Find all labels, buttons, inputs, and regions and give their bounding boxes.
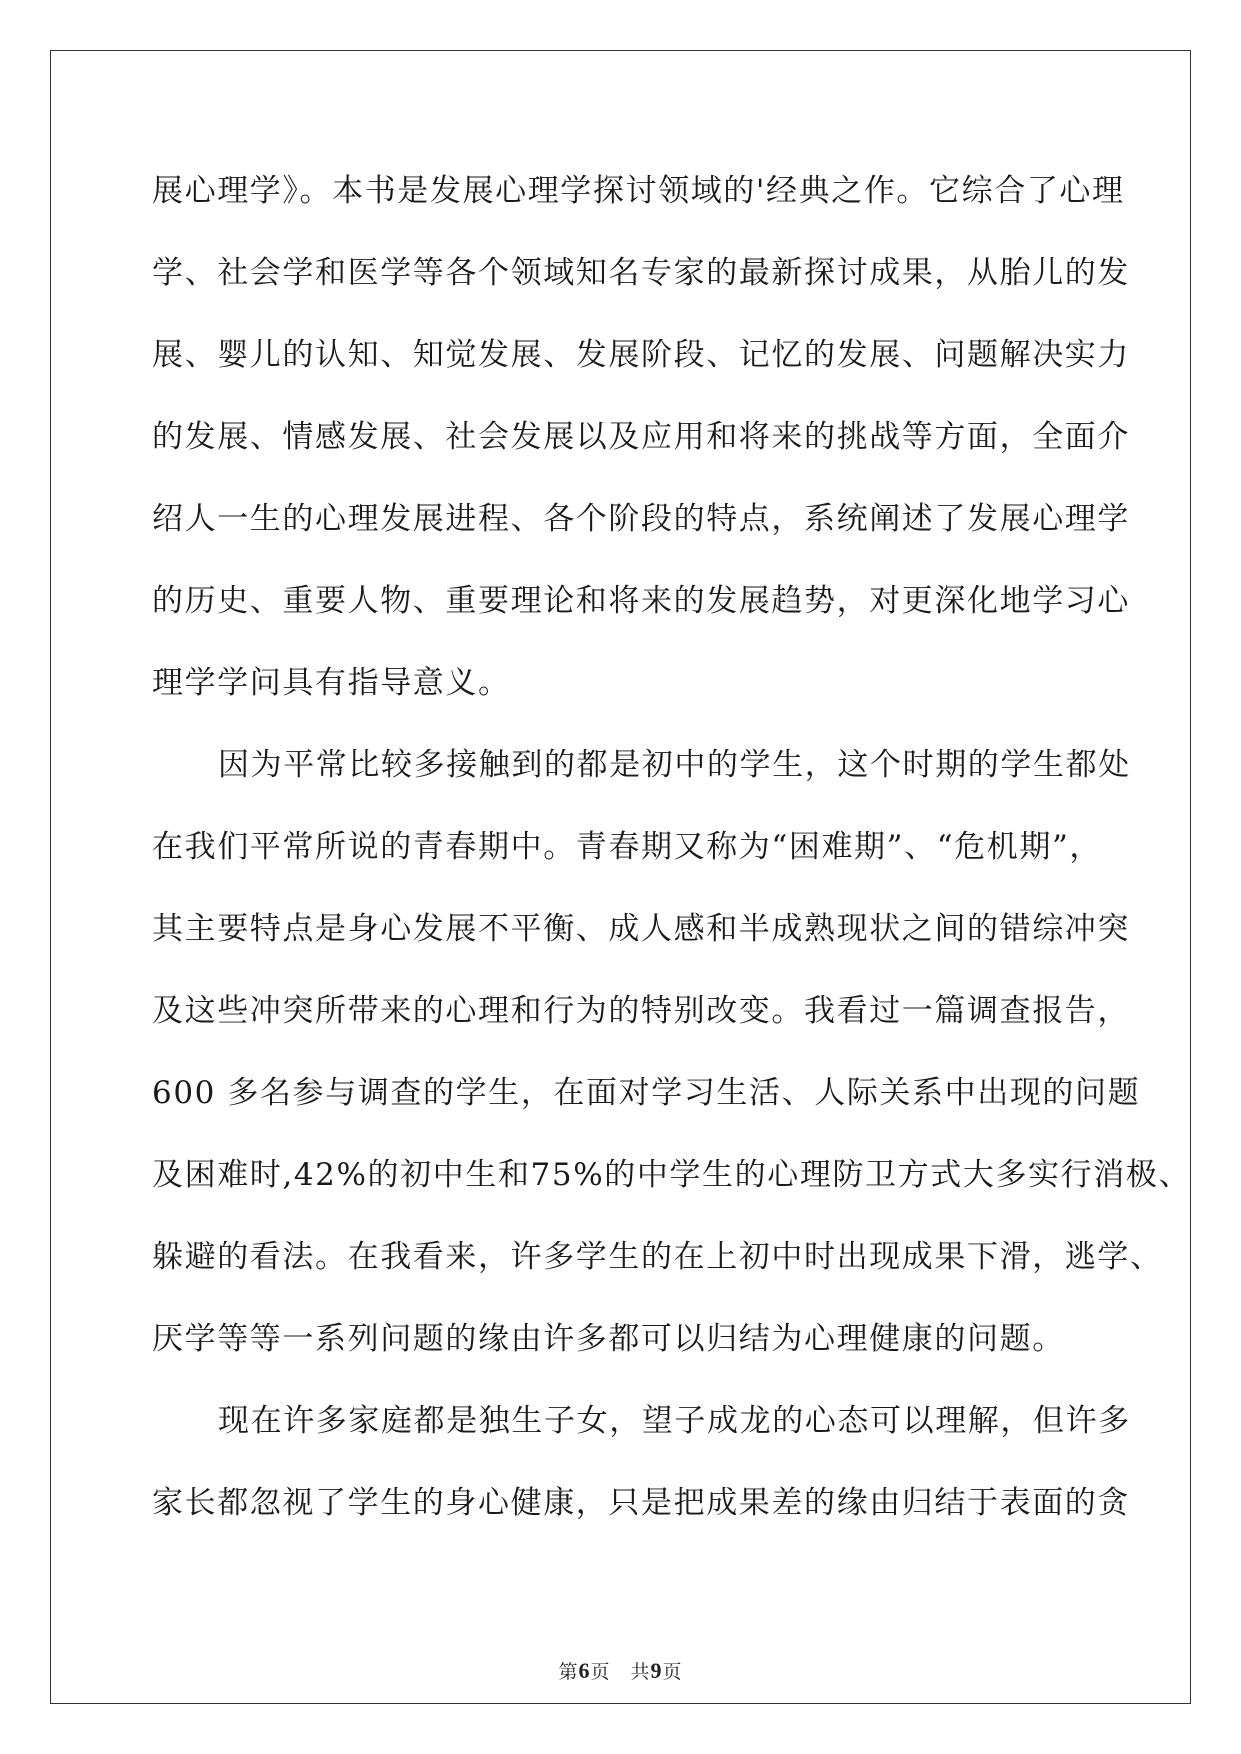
text-line: 展、婴儿的认知、知觉发展、发展阶段、记忆的发展、问题解决实力 — [152, 337, 1130, 373]
text-line: 的发展、情感发展、社会发展以及应用和将来的挑战等方面，全面介 — [152, 419, 1130, 455]
text-line: 家长都忽视了学生的身心健康，只是把成果差的缘由归结于表面的贪 — [152, 1485, 1130, 1521]
text-line: 展心理学》。本书是发展心理学探讨领域的'经典之作。它综合了心理 — [152, 173, 1125, 209]
text-line: 绍人一生的心理发展进程、各个阶段的特点，系统阐述了发展心理学 — [152, 501, 1130, 537]
text-line: 在我们平常所说的青春期中。青春期又称为“困难期”、“危机期”， — [152, 829, 1102, 865]
text-line: 其主要特点是身心发展不平衡、成人感和半成熟现状之间的错综冲突 — [152, 911, 1130, 947]
footer-total-pages: 9 — [650, 1658, 663, 1683]
text-line: 理学学问具有指导意义。 — [152, 665, 511, 701]
text-line: 及困难时,42%的初中生和75%的中学生的心理防卫方式大多实行消极、 — [152, 1157, 1192, 1193]
text-line: 及这些冲突所带来的心理和行为的特别改变。我看过一篇调查报告， — [152, 993, 1130, 1029]
text-line: 学、社会学和医学等各个领域知名专家的最新探讨成果，从胎儿的发 — [152, 255, 1130, 291]
footer-middle: 页 共 — [590, 1661, 651, 1683]
document-body — [152, 160, 1192, 1554]
text-line: 600 多名参与调查的学生，在面对学习生活、人际关系中出现的问题 — [152, 1075, 1141, 1111]
page-footer — [0, 1657, 1241, 1684]
footer-page-number: 6 — [578, 1658, 591, 1683]
text-line: 厌学等等一系列问题的缘由许多都可以归结为心理健康的问题。 — [152, 1321, 1065, 1357]
text-line: 的历史、重要人物、重要理论和将来的发展趋势，对更深化地学习心 — [152, 583, 1130, 619]
text-line: 因为平常比较多接触到的都是初中的学生，这个时期的学生都处 — [218, 747, 1131, 783]
text-line: 现在许多家庭都是独生子女，望子成龙的心态可以理解，但许多 — [218, 1403, 1131, 1439]
footer-prefix: 第 — [558, 1661, 579, 1683]
text-line: 躲避的看法。在我看来，许多学生的在上初中时出现成果下滑，逃学、 — [152, 1239, 1163, 1275]
footer-suffix: 页 — [662, 1661, 683, 1683]
